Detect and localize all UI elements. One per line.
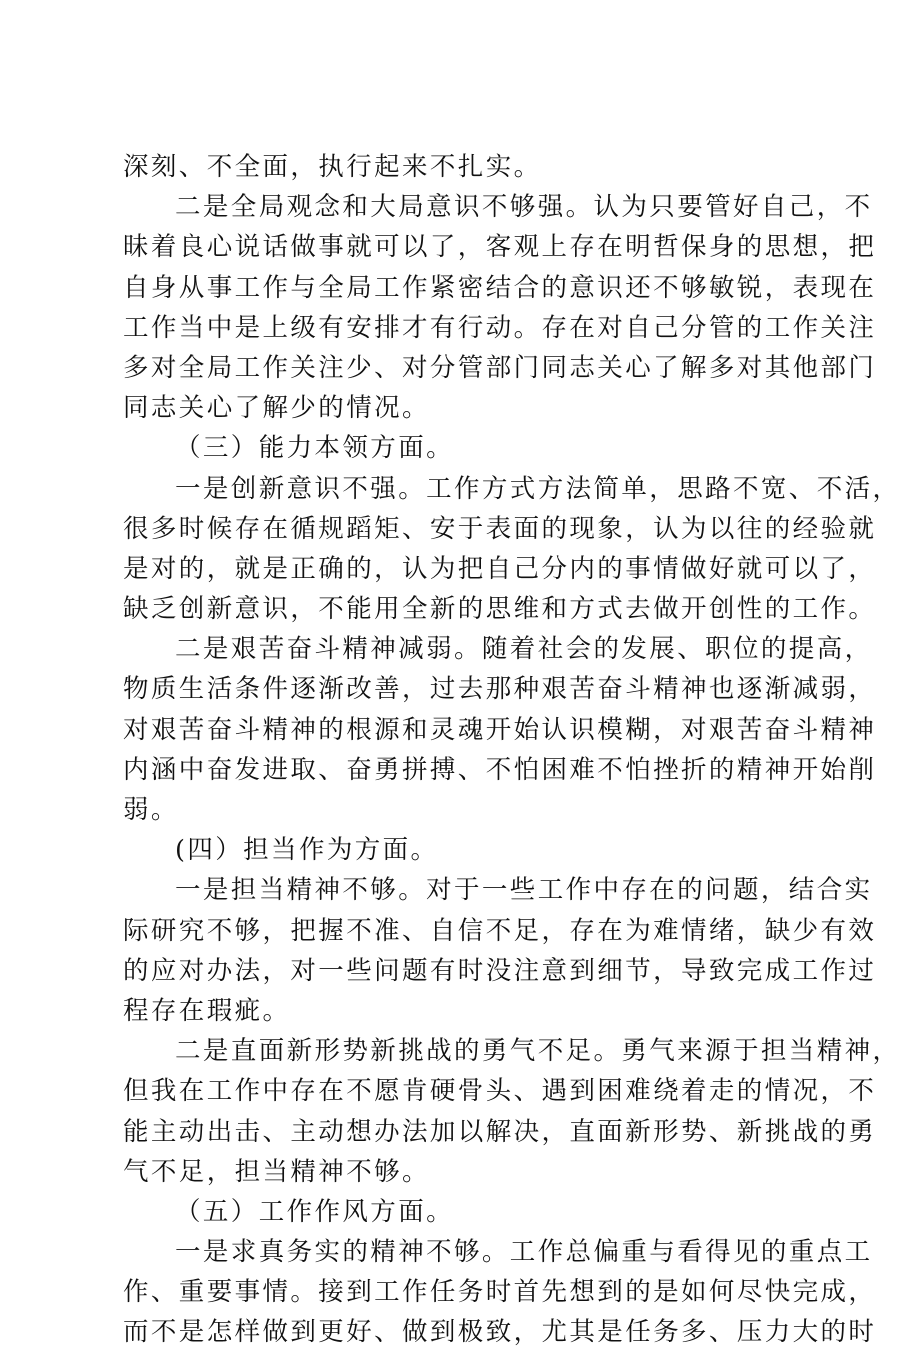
text-line: 的应对办法，对一些问题有时没注意到细节，导致完成工作过 [123, 955, 877, 986]
text-line: 弱。 [123, 795, 179, 825]
text-line: （三）能力本领方面。 [175, 433, 455, 464]
text-line: （五）工作作风方面。 [175, 1196, 455, 1227]
text-line: 二是艰苦奋斗精神减弱。随着社会的发展、职位的提高， [175, 634, 873, 665]
text-line: 很多时候存在循规蹈矩、安于表面的现象，认为以往的经验就 [123, 513, 877, 544]
text-line: 多对全局工作关注少、对分管部门同志关心了解多对其他部门 [123, 352, 877, 383]
text-line: 对艰苦奋斗精神的根源和灵魂开始认识模糊，对艰苦奋斗精神 [123, 714, 877, 745]
text-line: 一是创新意识不强。工作方式方法简单，思路不宽、不活， [175, 473, 901, 504]
text-line: 程存在瑕疵。 [123, 995, 291, 1026]
text-line: 而不是怎样做到更好、做到极致，尤其是任务多、压力大的时 [123, 1317, 877, 1348]
text-line: 自身从事工作与全局工作紧密结合的意识还不够敏锐，表现在 [123, 272, 877, 303]
text-line: 工作当中是上级有安排才有行动。存在对自己分管的工作关注 [123, 312, 877, 343]
text-line: 深刻、不全面，执行起来不扎实。 [123, 152, 542, 182]
text-line: 是对的，就是正确的，认为把自己分内的事情做好就可以了， [123, 553, 877, 584]
text-line: 同志关心了解少的情况。 [123, 393, 430, 424]
text-line: 二是直面新形势新挑战的勇气不足。勇气来源于担当精神， [175, 1036, 901, 1067]
text-line: 内涵中奋发进取、奋勇拼搏、不怕困难不怕挫折的精神开始削 [123, 754, 877, 785]
text-line: 昧着良心说话做事就可以了，客观上存在明哲保身的思想，把 [123, 232, 877, 263]
text-line: 缺乏创新意识，不能用全新的思维和方式去做开创性的工作。 [123, 594, 877, 625]
text-line: 作、重要事情。接到工作任务时首先想到的是如何尽快完成， [123, 1277, 877, 1308]
document-body [123, 147, 901, 1353]
text-line: (四）担当作为方面。 [175, 835, 439, 866]
text-line: 但我在工作中存在不愿肯硬骨头、遇到困难绕着走的情况，不 [123, 1076, 877, 1107]
text-line: 物质生活条件逐渐改善，过去那种艰苦奋斗精神也逐渐减弱， [123, 674, 877, 705]
text-line: 二是全局观念和大局意识不够强。认为只要管好自己，不 [175, 192, 873, 223]
text-line: 际研究不够，把握不准、自信不足，存在为难情绪，缺少有效 [123, 915, 877, 946]
text-line: 一是担当精神不够。对于一些工作中存在的问题，结合实 [175, 875, 873, 906]
text-line: 能主动出击、主动想办法加以解决，直面新形势、新挑战的勇 [123, 1116, 877, 1147]
text-line: 一是求真务实的精神不够。工作总偏重与看得见的重点工 [175, 1237, 873, 1268]
text-line: 气不足，担当精神不够。 [123, 1156, 430, 1187]
